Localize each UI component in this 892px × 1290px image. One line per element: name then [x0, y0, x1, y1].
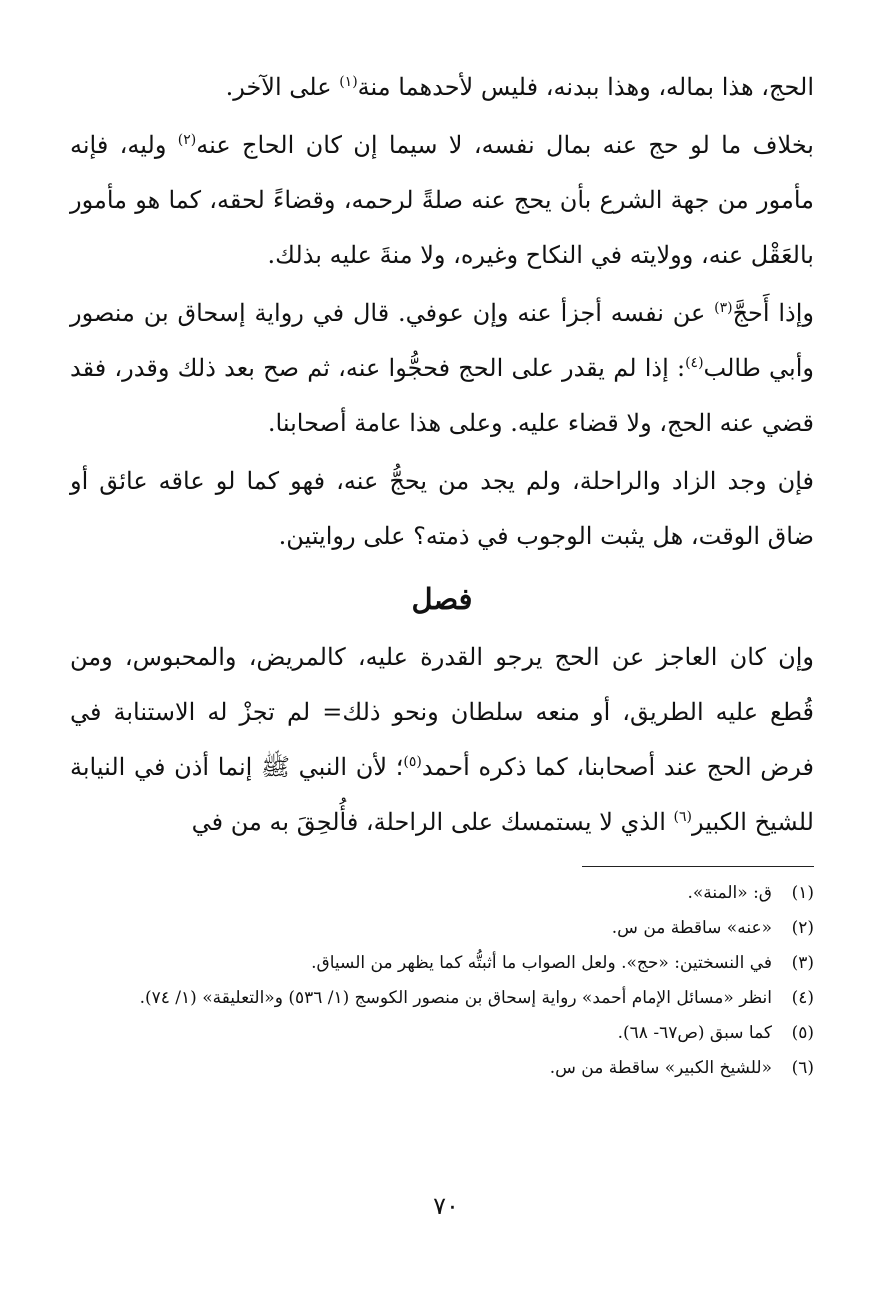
- section-heading: فصل: [411, 582, 473, 616]
- footnote-5: [70, 1016, 814, 1051]
- paragraph-2: [70, 118, 814, 283]
- footnote-divider: [582, 866, 814, 867]
- paragraph-3: [70, 286, 814, 451]
- footnote-ref-2[interactable]: (٢): [177, 132, 197, 148]
- footnote-number: (٥): [791, 1023, 814, 1043]
- footnote-4: [70, 981, 814, 1016]
- paragraph-1: [70, 60, 814, 115]
- footnote-number: (١): [791, 883, 814, 903]
- paragraph-3-text: وإذا أَحجَّ: [732, 299, 814, 327]
- main-text: [70, 60, 814, 850]
- footnote-ref-3[interactable]: (٣): [714, 300, 733, 316]
- footnote-ref-1[interactable]: (١): [339, 74, 358, 90]
- paragraph-5-text-mid: ؛ لأن النبي ﷺ إنما أذن في النيابة للشيخ الكبير: [70, 753, 814, 836]
- footnote-3: [70, 946, 814, 981]
- page-number: ٧٠: [433, 1192, 459, 1220]
- footnote-text: ق: «المنة».: [687, 883, 772, 903]
- paragraph-5-text: وإن كان العاجز عن الحج يرجو القدرة عليه، كالمريض، والمحبوس، ومن قُطع عليه الطريق، أو منعه سلطان ونحو ذلك= لم تجزْ له الاستنابة في فرض الحج عند أصحابنا، كما ذكره أحمد: [70, 643, 815, 781]
- footnote-number: (٦): [791, 1058, 814, 1078]
- footnote-1: [70, 876, 814, 911]
- footnote-text: كما سبق (ص٦٧- ٦٨).: [617, 1023, 772, 1043]
- footnote-2: [70, 911, 814, 946]
- footnote-6: [70, 1051, 814, 1086]
- footnote-text: في النسختين: «حج». ولعل الصواب ما أثبتُّه كما يظهر من السياق.: [311, 953, 772, 973]
- paragraph-3-text-end: : إذا لم يقدر على الحج فحجُّوا عنه، ثم صح بعد ذلك وقدر، فقد قضي عنه الحج، ولا قضاء عليه. وعلى هذا عامة أصحابنا.: [70, 354, 814, 437]
- paragraph-1-text-end: على الآخر.: [225, 73, 340, 101]
- paragraph-4-text: فإن وجد الزاد والراحلة، ولم يجد من يحجُّ عنه، فهو كما لو عاقه عائق أو ضاق الوقت، هل يثبت الوجوب في ذمته؟ على روايتين.: [70, 467, 814, 550]
- footnote-ref-4[interactable]: (٤): [685, 355, 704, 371]
- paragraph-2-text: بخلاف ما لو حج عنه بمال نفسه، لا سيما إن كان الحاج عنه: [196, 131, 814, 159]
- footnote-number: (٢): [791, 918, 814, 938]
- paragraph-3-text-mid: عن نفسه أجزأ عنه وإن عوفي. قال في رواية إسحاق بن منصور وأبي طالب: [70, 299, 814, 382]
- paragraph-4: [70, 454, 814, 564]
- paragraph-1-text: الحج، هذا بماله، وهذا ببدنه، فليس لأحدهما منة: [357, 73, 814, 101]
- footnote-ref-5[interactable]: (٥): [403, 754, 422, 770]
- paragraph-5: [70, 630, 814, 850]
- paragraph-2-text-end: وليه، فإنه مأمور من جهة الشرع بأن يحج عنه صلةً لرحمه، وقضاءً لحقه، كما هو مأمور بالعَقْل عنه، وولايته في النكاح وغيره، ولا منةَ عليه بذلك.: [70, 131, 814, 269]
- footnote-number: (٤): [791, 988, 814, 1008]
- footnote-text: «عنه» ساقطة من س.: [611, 918, 772, 938]
- footnote-number: (٣): [791, 953, 814, 973]
- paragraph-5-text-end: الذي لا يستمسك على الراحلة، فأُلحِقَ به من في: [191, 808, 674, 836]
- footnote-ref-6[interactable]: (٦): [673, 809, 692, 825]
- footnote-text: «للشيخ الكبير» ساقطة من س.: [549, 1058, 772, 1078]
- footnote-text: انظر «مسائل الإمام أحمد» رواية إسحاق بن منصور الكوسج (١/ ٥٣٦) و«التعليقة» (١/ ٧٤).: [139, 988, 772, 1008]
- footnotes: [70, 876, 814, 1086]
